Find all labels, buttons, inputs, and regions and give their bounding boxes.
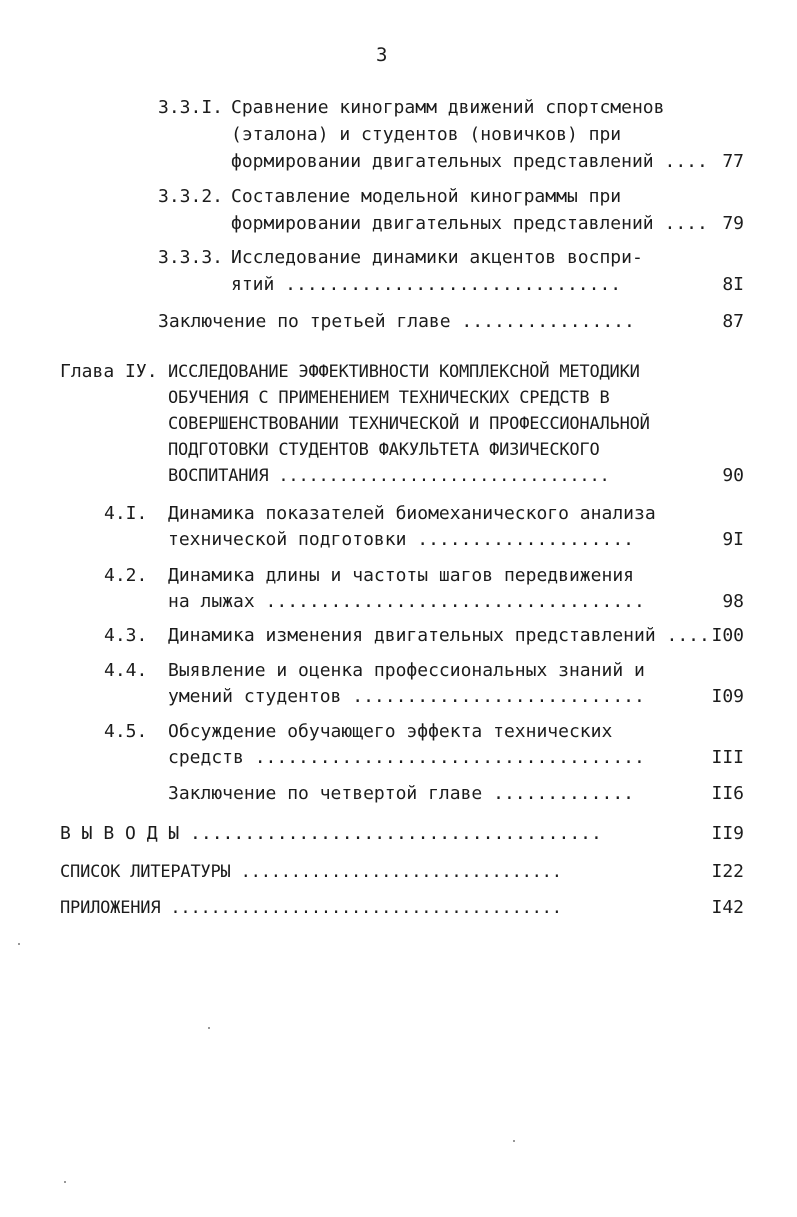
entry-number: 4.4. [104, 660, 148, 681]
entry-title-line: ПРИЛОЖЕНИЯ ....................................... [60, 898, 562, 918]
entry-title-line: СПИСОК ЛИТЕРАТУРЫ ................................ [60, 862, 562, 882]
entry-number: 3.3.I. [158, 97, 224, 118]
entry-number: 4.I. [104, 503, 148, 524]
entry-title-line: Выявление и оценка профессиональных знаний и [168, 660, 645, 681]
entry-title-line: Динамика изменения двигательных представлений .... [168, 625, 710, 646]
entry-title-line: формировании двигательных представлений .... [231, 213, 708, 234]
entry-page: III [711, 747, 744, 768]
entry-title-line: умений студентов ........................... [168, 686, 645, 707]
entry-title-line: ОБУЧЕНИЯ С ПРИМЕНЕНИЕМ ТЕХНИЧЕСКИХ СРЕДСТВ В [168, 388, 610, 408]
entry-page: 8I [722, 274, 744, 295]
entry-number: 4.2. [104, 565, 148, 586]
entry-number: 4.3. [104, 625, 148, 646]
scan-speck [64, 1181, 66, 1183]
entry-page: 87 [722, 311, 744, 332]
entry-page: II6 [711, 783, 744, 804]
entry-title-line: Динамика длины и частоты шагов передвижения [168, 565, 634, 586]
entry-number: Глава IУ. [60, 361, 158, 382]
entry-title-line: СОВЕРШЕНСТВОВАНИИ ТЕХНИЧЕСКОЙ И ПРОФЕССИОНАЛЬНОЙ [168, 414, 650, 434]
entry-page: I22 [711, 861, 744, 882]
entry-title-line: технической подготовки .................... [168, 529, 634, 550]
scan-speck [208, 1027, 210, 1029]
scan-speck [18, 943, 20, 945]
entry-page: 77 [722, 151, 744, 172]
entry-title-line: Составление модельной кинограммы при [231, 186, 622, 207]
entry-title-line: ПОДГОТОВКИ СТУДЕНТОВ ФАКУЛЬТЕТА ФИЗИЧЕСКОГО [168, 440, 600, 460]
entry-page: I42 [711, 897, 744, 918]
entry-number: 3.3.3. [158, 247, 224, 268]
entry-title-line: ВОСПИТАНИЯ ................................. [168, 466, 610, 486]
entry-title-line: Обсуждение обучающего эффекта технических [168, 721, 613, 742]
entry-title-line: ИССЛЕДОВАНИЕ ЭФФЕКТИВНОСТИ КОМПЛЕКСНОЙ МЕТОДИКИ [168, 362, 640, 382]
entry-page: 79 [722, 213, 744, 234]
scan-speck [513, 1140, 515, 1142]
entry-page: 90 [722, 465, 744, 486]
entry-title-line: на лыжах ................................... [168, 591, 645, 612]
entry-title-line: Исследование динамики акцентов воспри- [231, 247, 643, 268]
entry-title-line: средств .................................... [168, 747, 645, 768]
entry-title-line: В Ы В О Д Ы ...................................... [60, 823, 602, 844]
entry-page: I09 [711, 686, 744, 707]
entry-title-line: ятий ............................... [231, 274, 622, 295]
entry-number: 4.5. [104, 721, 148, 742]
entry-title-line: Динамика показателей биомеханического анализа [168, 503, 656, 524]
entry-title-line: Сравнение кинограмм движений спортсменов [231, 97, 665, 118]
entry-title-line: Заключение по четвертой главе ............. [168, 783, 634, 804]
entry-number: 3.3.2. [158, 186, 224, 207]
entry-title-line: Заключение по третьей главе ................ [158, 311, 635, 332]
entry-page: II9 [711, 823, 744, 844]
entry-page: 98 [722, 591, 744, 612]
entry-page: 9I [722, 529, 744, 550]
entry-page: I00 [711, 625, 744, 646]
entry-title-line: (эталона) и студентов (новичков) при [231, 124, 622, 145]
page-number: 3 [376, 44, 388, 66]
entry-title-line: формировании двигательных представлений .... [231, 151, 708, 172]
